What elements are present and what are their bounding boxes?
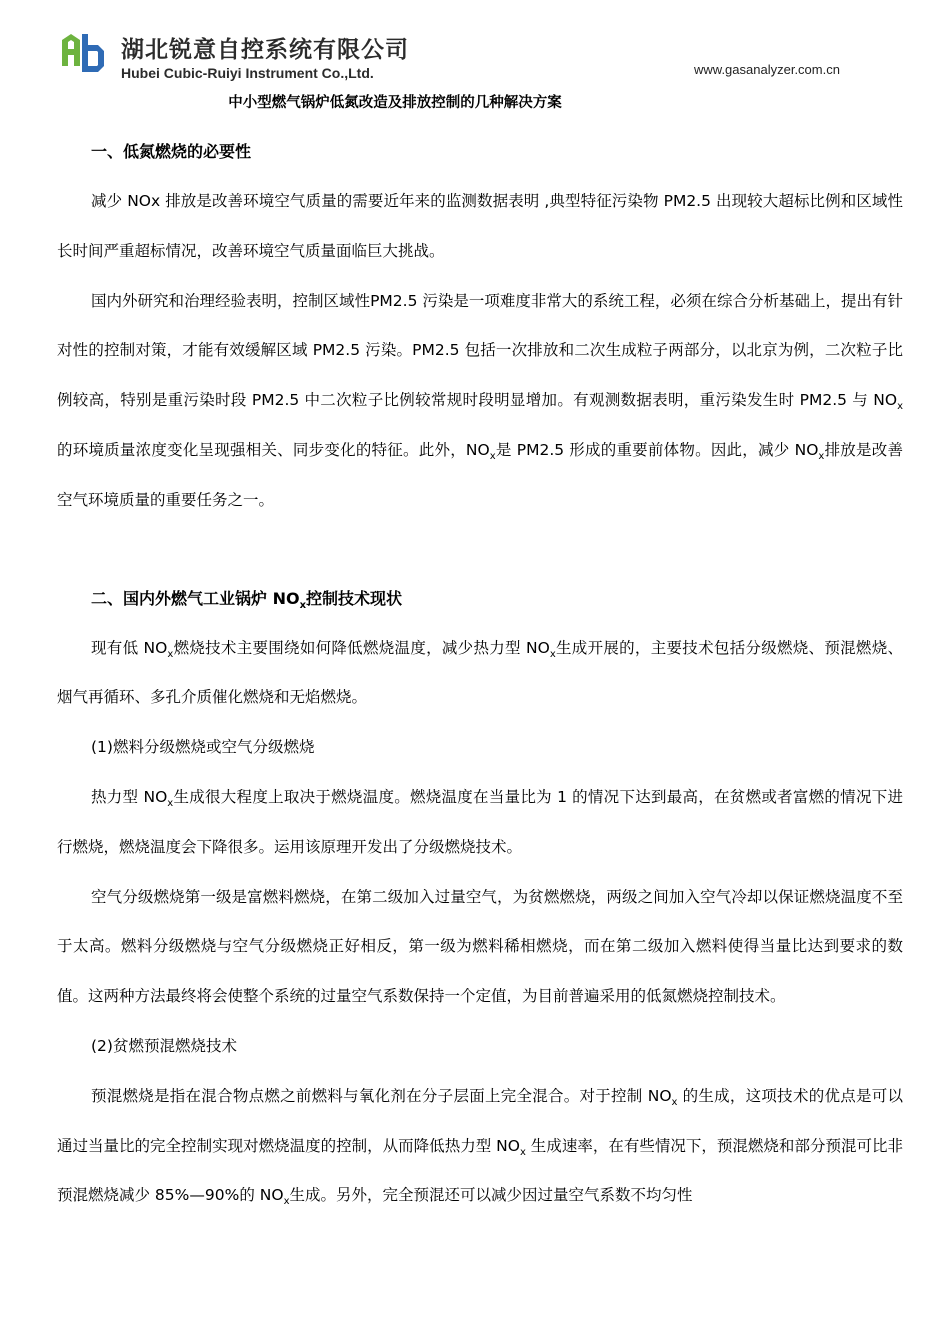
page-header xyxy=(0,0,950,90)
section-spacer xyxy=(57,526,903,574)
paragraph: 预混燃烧是指在混合物点燃之前燃料与氧化剂在分子层面上完全混合。对于控制 $NO_x$ 的生成，这项技术的优点是可以通过当量比的完全控制实现对燃烧温度的控制，从而降低热力型 $NO_x$ 生成速率，在有些情况下，预混燃烧和部分预混可比非预混燃烧减少 85%—90%的 $NO_x$生成。另外，完全预混还可以减少因过量空气系数不均匀性 xyxy=(57,1086,903,1208)
paragraph: 减少 NOx 排放是改善环境空气质量的需要近年来的监测数据表明 ,典型特征污染物 PM2.5 出现较大超标比例和区域性长时间严重超标情况，改善环境空气质量面临巨大挑战。 xyxy=(57,192,903,260)
website-url: www.gasanalyzer.com.cn xyxy=(694,62,840,77)
subsection-heading: (2)贫燃预混燃烧技术 xyxy=(91,1036,237,1055)
company-name-cn: 湖北锐意自控系统有限公司 xyxy=(121,37,409,63)
document-title: 中小型燃气锅炉低氮改造及排放控制的几种解决方案 xyxy=(228,95,562,111)
paragraph: 空气分级燃烧第一级是富燃料燃烧，在第二级加入过量空气，为贫燃燃烧，两级之间加入空气冷却以保证燃烧温度不至于太高。燃料分级燃烧与空气分级燃烧正好相反，第一级为燃料稀相燃烧，而在第二级加入燃料使得当量比达到要求的数值。这两种方法最终将会使整个系统的过量空气系数保持一个定值，为目前普遍采用的低氮燃烧控制技术。 xyxy=(57,887,903,1006)
section-1-heading: 一、低氮燃烧的必要性 xyxy=(91,142,252,161)
cubic-ruiyi-logo-icon xyxy=(57,28,107,78)
company-name-en: Hubei Cubic-Ruiyi Instrument Co.,Ltd. xyxy=(121,65,374,81)
section-2-heading: 二、国内外燃气工业锅炉 $NO_x$控制技术现状 xyxy=(91,588,403,611)
paragraph: 热力型 $NO_x$生成很大程度上取决于燃烧温度。燃烧温度在当量比为 1 的情况下达到最高，在贫燃或者富燃的情况下进行燃烧，燃烧温度会下降很多。运用该原理开发出了分级燃烧技术。 xyxy=(57,787,903,856)
subsection-heading: (1)燃料分级燃烧或空气分级燃烧 xyxy=(91,738,315,757)
company-name xyxy=(121,31,409,81)
paragraph: 现有低 $NO_x$燃烧技术主要围绕如何降低燃烧温度，减少热力型 $NO_x$生成开展的，主要技术包括分级燃烧、预混燃烧、烟气再循环、多孔介质催化燃烧和无焰燃烧。 xyxy=(57,638,903,707)
document-body xyxy=(57,127,903,1221)
paragraph: 国内外研究和治理经验表明，控制区域性PM2.5 污染是一项难度非常大的系统工程，必须在综合分析基础上，提出有针对性的控制对策，才能有效缓解区域 PM2.5 污染。PM2.5 包括一次排放和二次生成粒子两部分，以北京为例，二次粒子比例较高，特别是重污染时段 PM2.5 中二次粒子比例较常规时段明显增加。有观测数据表明，重污染发生时 PM2.5 与 $NO_x$的环境质量浓度变化呈现强相关、同步变化的特征。此外，$NO_x$是 PM2.5 形成的重要前体物。因此，减少 $NO_x$排放是改善空气环境质量的重要任务之一。 xyxy=(57,291,903,509)
